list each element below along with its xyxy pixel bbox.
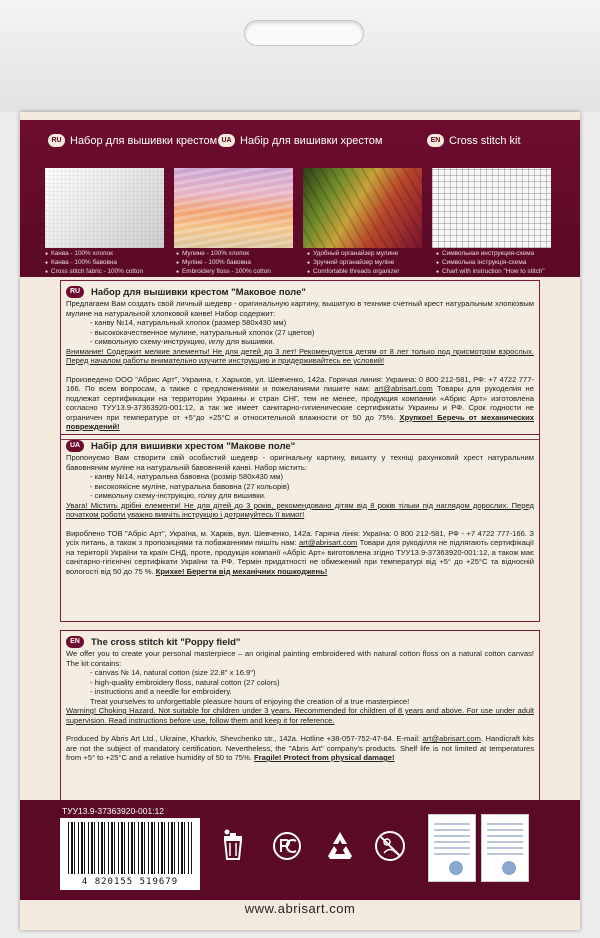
ua-producer-block (66, 529, 534, 577)
feature-chart (436, 250, 562, 277)
en-intro: We offer you to create your personal masterpiece – an original painting embroidered with natural cotton floss on a natural cotton canvas! The kit contains: (66, 649, 534, 668)
feature-line: ● Comfortable threads organizer (307, 268, 433, 277)
feature-line: ● Chart with instruction "How to stitch" (436, 268, 562, 277)
en-fragile: Fragile! Protect from physical damage! (254, 753, 395, 762)
ru-cert: Товары для рукоделия не подлежат сертификации на территории Украины и стран СНГ, тем не менее, продукция компании «Абрис Арт» изготовлена согласно ТУУ13.9-37363920-001:12, а так же имеет санитарно-гигиенические сертификаты Украины и РФ. Срок годности не ограничен при температуре от +5°до +25°С и относительной влажности от 50 до 75%. (66, 384, 534, 422)
feature-fabric (45, 250, 171, 277)
barcode (60, 818, 200, 890)
ua-cert: Товари для рукоділля не підлягають сертифікації на території України та країн СНД, проте, продукція компанії «Абріс Арт» виготовлена згідно ТУУ13.9-37363920-001:12, а також має санітарно-гігієнічні сертифікати України та РФ. Термін придатності не обмежений при температурі від +5° до +25°С та відносній вологості від 50 до 75 %. (66, 538, 534, 576)
feature-line: ● Канва - 100% бавовна (45, 259, 171, 268)
section-ru (60, 280, 540, 440)
ru-producer: Произведено ООО "Абрис Арт", Украина, г. Харьков, ул. Шевченко, 142а. Горячая линия: Украина: 0 800 212-581, РФ: +7 4722 777-166. По всем вопросам, а также с предложениями и пожеланиями пишите нам: (66, 374, 534, 393)
ua-intro: Пропонуємо Вам створити свій особистий шедевр - оригінальну картину, вишиту у техніці рахунковий хрест натуральним бавовняним муліне на натуральній бавовняній канві. Набор містить: (66, 453, 534, 472)
ru-intro: Предлагаем Вам создать свой личный шедевр - оригинальную картину, вышитую в технике счетный крест натуральным хлопковым мулине на натуральной хлопковой канве! Набор содержит: (66, 299, 534, 318)
feature-line: ● Удобный органайзер мулине (307, 250, 433, 259)
pct-certification-icon (267, 826, 307, 866)
barcode-bars (68, 822, 192, 874)
en-treat: Treat yourselves to unforgettable pleasure hours of enjoying the creation of a true masterpiece! (90, 696, 410, 706)
header-band (20, 120, 580, 277)
header-en (427, 134, 521, 147)
en-cert: . Handicraft kits are not the subject of mandatory certification. Nevertheless, the "Abris Art" company's products. Shelf life is not limited at temperatures from +5° to +25°C and a relative humidity of 50 to 75%. (66, 734, 534, 762)
en-warning: Warning! Choking Hazard. Not suitable for children under 3 years. Recommended for children of 8 years and above. For use under adult supervision. Read instructions before use, follow them and keep it for reference. (66, 706, 534, 725)
en-item: - high-quality embroidery floss, natural cotton (27 colors) (90, 677, 280, 687)
ru-email-link[interactable]: art@abrisart.com (374, 384, 433, 393)
stitch-chart-image (432, 168, 551, 248)
header-ru (48, 134, 217, 147)
thread-organizer-image (303, 168, 422, 248)
package-back (20, 112, 580, 930)
ua-item: - канву №14, натуральна бавовна (розмір 580х430 мм) (90, 472, 283, 481)
ru-item: - канву №14, натуральный хлопок (размер 580х430 мм) (90, 318, 287, 327)
feature-organizer (307, 250, 433, 277)
ru-badge: RU (48, 134, 65, 147)
feature-line: ● Символьная инструкция-схема (436, 250, 562, 259)
ua-warning: Увага! Містить дрібні елементи! Не для дітей до 3 років, рекомендовано дітям від 8 років тільки під наглядом дорослих. Перед початком роботи уважно вивчіть інструкцію і дотримуйтесь її вимог! (66, 500, 534, 519)
ru-fragile: Хрупкое! Беречь от механических повреждений! (66, 412, 534, 431)
feature-line: ● Мулине - 100% хлопок (176, 250, 302, 259)
en-badge: EN (427, 134, 444, 147)
embroidery-floss-image (174, 168, 293, 248)
ru-item: - высококачественное мулине, натуральный хлопок (27 цветов) (90, 327, 315, 337)
header-ua (218, 134, 382, 147)
en-producer-block (66, 734, 534, 763)
canvas-fabric-image (45, 168, 164, 248)
section-en-badge: EN (66, 636, 84, 648)
section-ua-title: Набір для вишивки хрестом "Макове поле" (91, 440, 296, 452)
en-producer: Produced by Abris Art Ltd., Ukraine, Kharkiv, Shevchenko str., 142a. Hotline +38-057-752-47-64. E-mail: (66, 734, 421, 743)
en-item: - canvas № 14, natural cotton (size 22.8" x 16.9") (90, 668, 256, 677)
header-ua-title: Набір для вишивки хрестом (240, 134, 383, 147)
en-item: - instructions and a needle for embroidery. (90, 687, 232, 696)
ua-fragile: Крихке! Берегти від механічних пошкоджень! (155, 566, 328, 576)
ua-email-link[interactable]: art@abrisart.com (299, 538, 358, 547)
section-ru-badge: RU (66, 286, 84, 298)
section-ua (60, 434, 540, 622)
en-email-link[interactable]: art@abrisart.com (422, 734, 481, 743)
hang-hole (244, 20, 364, 46)
ua-item: - символьну схему-інструкцію, голку для вишивки. (90, 491, 266, 500)
header-ru-title: Набор для вышивки крестом (70, 134, 218, 147)
feature-floss (176, 250, 302, 277)
ua-producer: Вироблено ТОВ "Абріс Арт", Україна, м. Харків, вул. Шевченко, 142а. Гаряча лінія: Україна: 0 800 212-581, РФ - +7 4722 777-166. З усіх питань, а також з пропозиціями та побажаннями пишіть нам: (66, 528, 534, 547)
website-link[interactable]: www.abrisart.com (244, 901, 356, 916)
trash-bin-icon (213, 826, 253, 866)
ua-item: - високоякісне муліне, натуральна бавовна (27 кольорів) (90, 481, 290, 491)
section-ua-badge: UA (66, 440, 84, 452)
header-en-title: Cross stitch kit (449, 134, 521, 147)
no-children-under-3-icon (370, 826, 410, 866)
section-ru-title: Набор для вышивки крестом "Маковое поле" (91, 286, 306, 298)
ua-badge: UA (218, 134, 235, 147)
feature-line: ● Канва - 100% хлопок (45, 250, 171, 259)
standard-code: ТУУ13.9-37363920-001:12 (62, 806, 165, 816)
feature-line: ● Зручний органайзер муліне (307, 259, 433, 268)
barcode-number: 4 820155 519679 (81, 877, 179, 887)
certificate-document-1 (428, 814, 476, 882)
feature-line: ● Embroidery floss - 100% cotton (176, 268, 302, 277)
feature-line: ● Cross stitch fabric - 100% cotton (45, 268, 171, 277)
section-en (60, 630, 540, 806)
package-hanger (0, 0, 600, 112)
certificate-document-2 (481, 814, 529, 882)
section-en-title: The cross stitch kit "Poppy field" (91, 636, 241, 648)
ru-producer-block (66, 375, 534, 432)
ru-item: - символьную схему-инструкцию, иглу для вышивки. (90, 337, 275, 346)
feature-line: ● Муліне - 100% бавовна (176, 259, 302, 268)
ru-warning: Внимание! Содержит мелкие элементы! Не для детей до 3 лет! Рекомендуется детям от 8 лет только под присмотром взрослых. Перед началом работы внимательно изучите инструкцию и придерживайтесь ее условий! (66, 346, 534, 365)
recycling-icon (320, 826, 360, 866)
feature-line: ● Символьна інструкція-схема (436, 259, 562, 268)
